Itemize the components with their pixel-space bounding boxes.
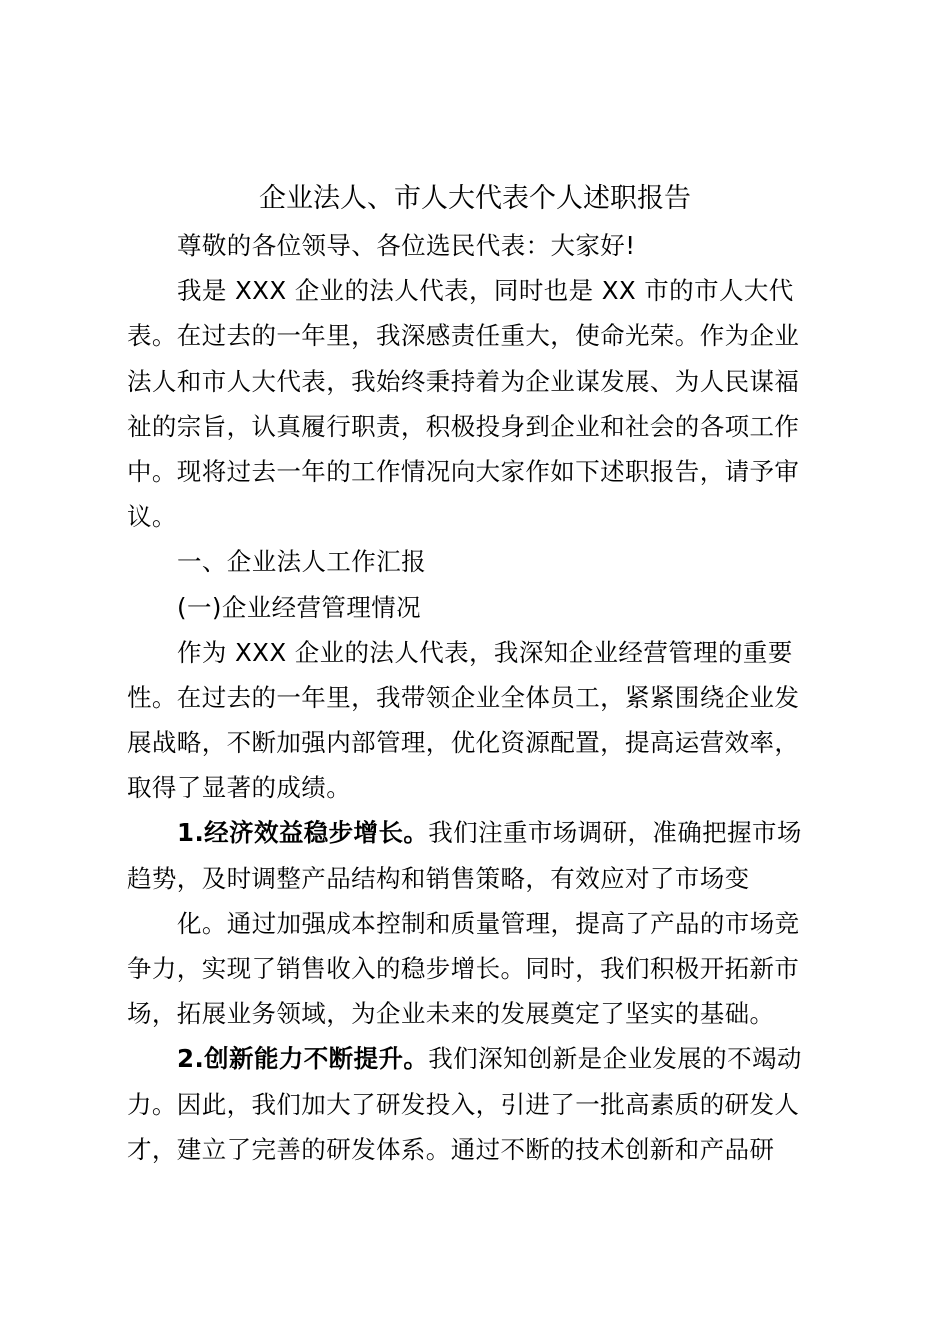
text-line (127, 359, 823, 404)
text-line (127, 313, 823, 358)
line-text: (一)企业经营管理情况 (177, 592, 422, 622)
text-line (127, 585, 823, 630)
text-line (127, 720, 823, 765)
document-page (127, 175, 823, 1172)
line-text: 我是 XXX 企业的法人代表，同时也是 XX 市的市人大代 (177, 276, 794, 306)
text-line (127, 404, 823, 449)
line-text: 一、企业法人工作汇报 (177, 547, 426, 577)
line-text: 议。 (127, 502, 177, 532)
text-line (127, 449, 823, 494)
line-text: 我们深知创新是企业发展的不竭动 (428, 1044, 802, 1074)
line-text: 取得了显著的成绩。 (127, 773, 352, 803)
text-line (127, 1036, 823, 1081)
line-text: 作为 XXX 企业的法人代表，我深知企业经营管理的重要 (177, 637, 793, 667)
text-line (127, 223, 823, 268)
text-line (127, 1082, 823, 1127)
bold-heading-text: 2.创新能力不断提升。 (177, 1044, 429, 1074)
line-text: 趋势，及时调整产品结构和销售策略，有效应对了市场变 (127, 863, 750, 893)
line-text: 表。在过去的一年里，我深感责任重大，使命光荣。作为企业 (127, 321, 800, 351)
text-line (127, 810, 823, 855)
line-text: 化。通过加强成本控制和质量管理，提高了产品的市场竞 (177, 908, 800, 938)
line-text: 场，拓展业务领域，为企业未来的发展奠定了坚实的基础。 (127, 999, 775, 1029)
line-text: 力。因此，我们加大了研发投入，引进了一批高素质的研发人 (127, 1089, 800, 1119)
line-text: 展战略，不断加强内部管理，优化资源配置，提高运营效率， (127, 728, 800, 758)
text-line (127, 901, 823, 946)
line-text: 才，建立了完善的研发体系。通过不断的技术创新和产品研 (127, 1134, 775, 1164)
line-text: 争力，实现了销售收入的稳步增长。同时，我们积极开拓新市 (127, 954, 800, 983)
text-line (127, 856, 823, 901)
text-line (127, 494, 823, 539)
text-line (127, 630, 823, 675)
text-line (127, 675, 823, 720)
text-line (127, 539, 823, 584)
line-text: 性。在过去的一年里，我带领企业全体员工，紧紧围绕企业发 (127, 682, 800, 712)
text-line (127, 946, 823, 991)
text-line (127, 991, 823, 1036)
text-line (127, 268, 823, 313)
line-text: 我们注重市场调研，准确把握市场 (428, 818, 802, 848)
text-line (127, 765, 823, 810)
line-text: 尊敬的各位领导、各位选民代表：大家好! (177, 231, 636, 260)
line-text: 法人和市人大代表，我始终秉持着为企业谋发展、为人民谋福 (127, 366, 800, 396)
text-line (127, 1127, 823, 1172)
document-title: 企业法人、市人大代表个人述职报告 (259, 183, 691, 214)
line-text: 中。现将过去一年的工作情况向大家作如下述职报告，请予审 (127, 456, 800, 486)
line-text: 祉的宗旨，认真履行职责，积极投身到企业和社会的各项工作 (127, 411, 800, 441)
bold-heading-text: 1.经济效益稳步增长。 (177, 818, 429, 848)
document-body (127, 223, 823, 1172)
